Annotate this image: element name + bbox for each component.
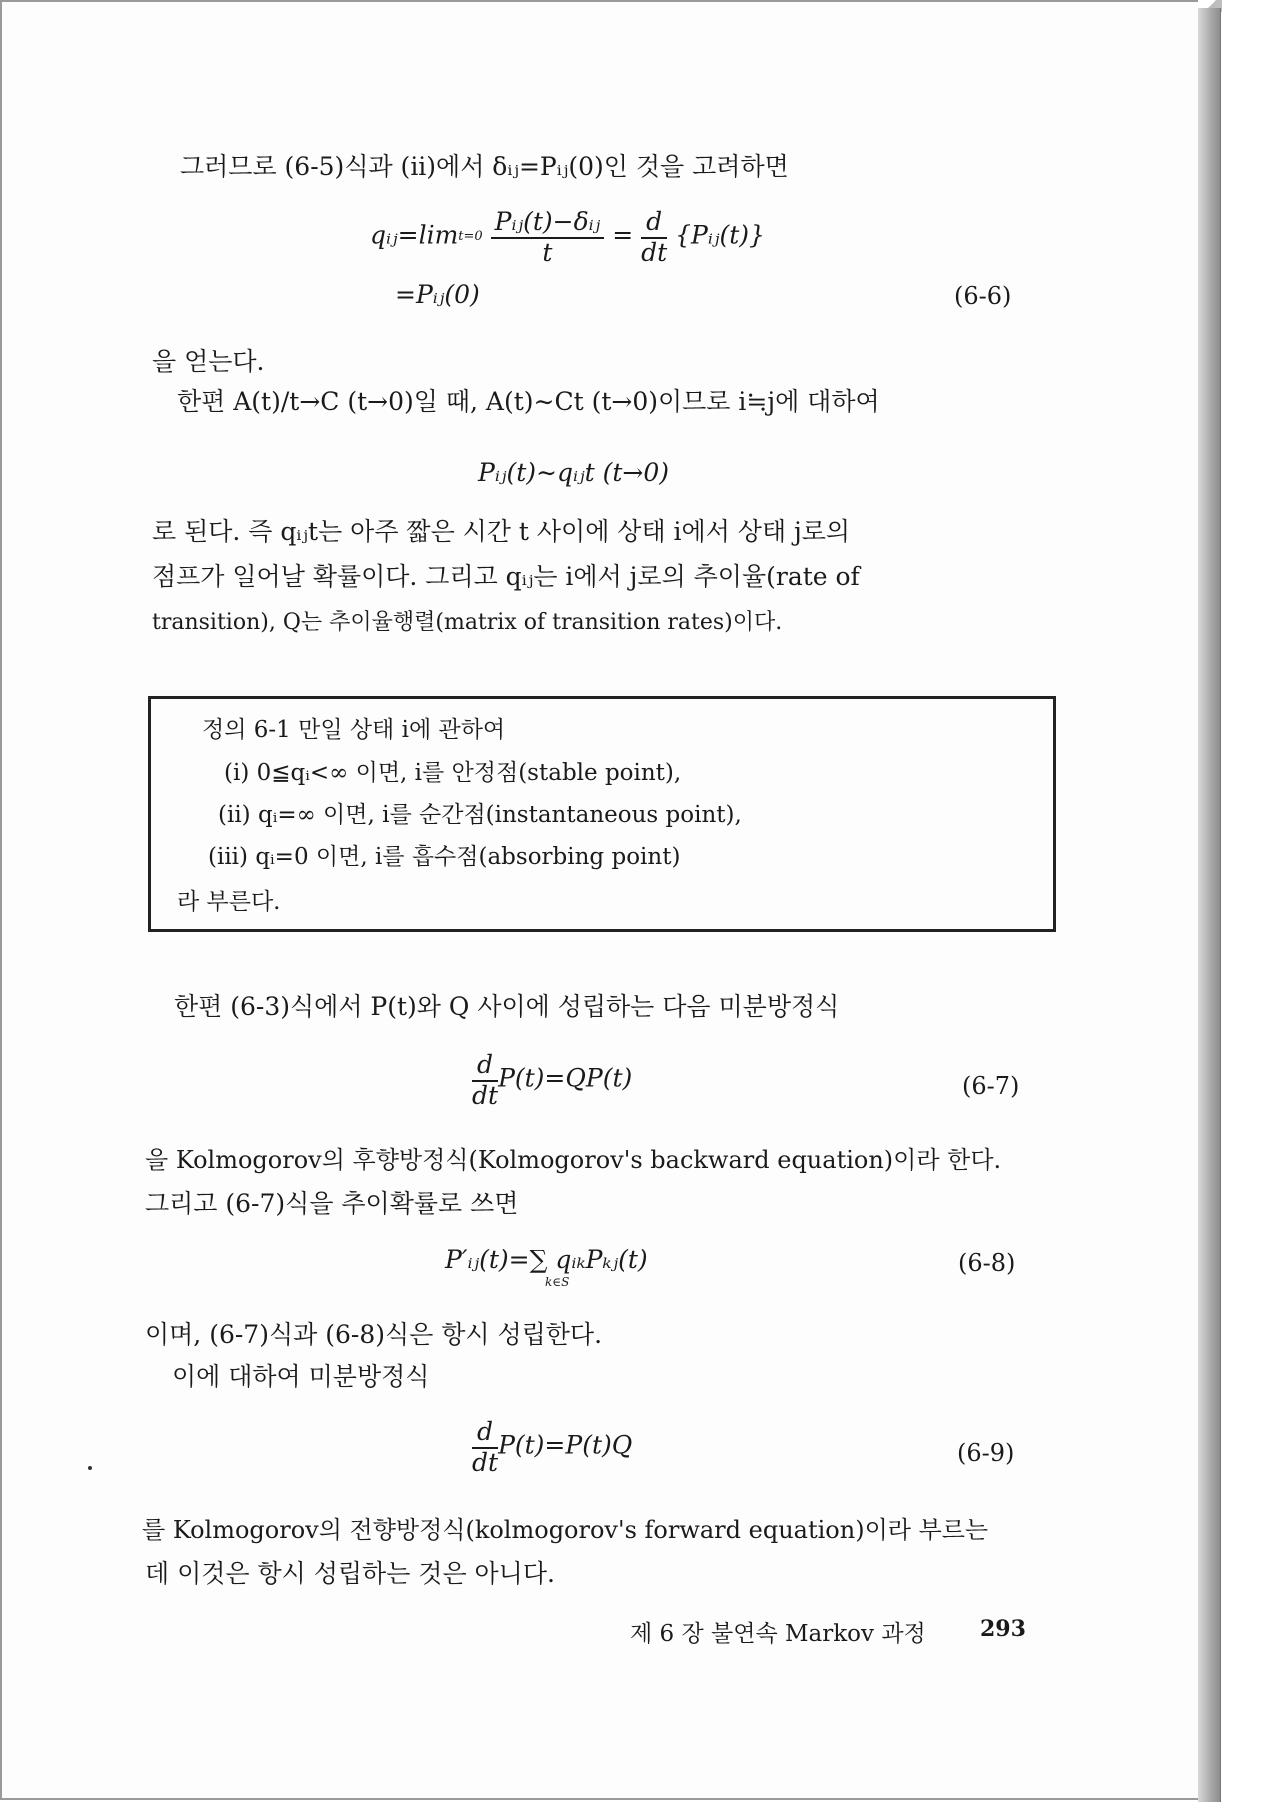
derivative-fraction: $\frac{d}{dt}$ — [641, 207, 668, 267]
paragraph-line: 그리고 (6-7)식을 추이확률로 쓰면 — [145, 1189, 519, 1218]
paragraph-line: 로 된다. 즉 qᵢⱼt는 아주 짧은 시간 t 사이에 상태 i에서 상태 j로의 — [152, 517, 851, 546]
definition-title: 정의 6-1 만일 상태 i에 관하여 — [202, 717, 506, 743]
paragraph-line: 을 Kolmogorov의 후향방정식(Kolmogorov's backward equation)이라 한다. — [145, 1146, 1002, 1174]
paragraph-line: 데 이것은 항시 성립하는 것은 아니다. — [145, 1559, 555, 1588]
equation-6-6: qᵢⱼ=lim t=0 $\frac{\text{Pᵢⱼ(t)−δᵢⱼ}}{t}$ = $\frac{d}{dt}$ {Pᵢⱼ(t)} — [370, 207, 765, 267]
equation-number: (6-9) — [957, 1439, 1015, 1467]
equation-approx: Pᵢⱼ(t)∼qᵢⱼt (t→0) — [478, 458, 669, 487]
paragraph-line: 이며, (6-7)식과 (6-8)식은 항시 성립한다. — [145, 1320, 603, 1349]
paragraph-line: 점프가 일어날 확률이다. 그리고 qᵢⱼ는 i에서 j로의 추이율(rate of — [152, 562, 860, 591]
derivative-fraction: $\frac{d}{dt}$ — [472, 1050, 499, 1110]
equation-6-8: P′ᵢⱼ(t)=∑ qᵢₖPₖⱼ(t) — [445, 1245, 648, 1274]
fraction: $\frac{\text{Pᵢⱼ(t)−δᵢⱼ}}{t}$ — [491, 207, 605, 267]
text-line: 을 얻는다. — [152, 347, 265, 376]
equation-number: (6-8) — [958, 1249, 1016, 1277]
definition-item: (i) 0≦qᵢ<∞ 이면, i를 안정점(stable point), — [224, 760, 682, 786]
lim-subscript: t=0 — [458, 229, 483, 244]
equation-6-6-line2: =Pᵢⱼ(0) — [395, 280, 480, 309]
paragraph-line: 이에 대하여 미분방정식 — [172, 1362, 430, 1391]
paragraph-line: 를 Kolmogorov의 전향방정식(kolmogorov's forward equation)이라 부르는 — [142, 1516, 989, 1544]
sum-subscript: k∈S — [545, 1275, 570, 1289]
equation-6-9: $\frac{d}{dt}$ P(t)=P(t)Q — [472, 1417, 633, 1477]
definition-item: (ii) qᵢ=∞ 이면, i를 순간점(instantaneous point), — [218, 802, 742, 828]
text-line: 한편 A(t)/t→C (t→0)일 때, A(t)∼Ct (t→0)이므로 i≒j에 대하여 — [177, 387, 880, 416]
derivative-fraction: $\frac{d}{dt}$ — [472, 1417, 499, 1477]
page-edge — [1198, 8, 1221, 1802]
text-line: 한편 (6-3)식에서 P(t)와 Q 사이에 성립하는 다음 미분방정식 — [174, 992, 840, 1021]
equation-6-7: $\frac{d}{dt}$ P(t)=QP(t) — [472, 1050, 633, 1110]
text-line: 그러므로 (6-5)식과 (ii)에서 δᵢⱼ=Pᵢⱼ(0)인 것을 고려하면 — [180, 152, 789, 181]
page-number: 293 — [980, 1616, 1026, 1642]
definition-closing: 라 부른다. — [177, 889, 281, 915]
equation-number: (6-7) — [962, 1072, 1020, 1100]
scan-speck — [88, 1466, 92, 1470]
eq-lhs: qᵢⱼ=lim — [370, 220, 459, 250]
equation-number: (6-6) — [954, 282, 1012, 310]
running-footer: 제 6 장 불연속 Markov 과정 — [630, 1621, 926, 1647]
paragraph-line: transition), Q는 추이율행렬(matrix of transition rates)이다. — [152, 610, 783, 635]
definition-item: (iii) qᵢ=0 이면, i를 흡수점(absorbing point) — [208, 844, 681, 870]
